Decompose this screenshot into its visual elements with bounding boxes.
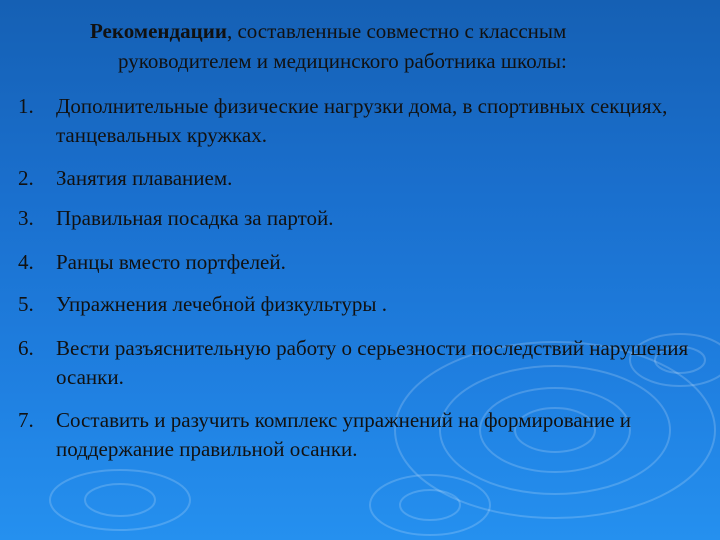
item-text: Дополнительные физические нагрузки дома, в спортивных секциях, танцевальных кружках. xyxy=(56,94,668,147)
item-number: 6. xyxy=(18,336,34,360)
list-item xyxy=(18,164,708,193)
list-item xyxy=(18,334,708,392)
item-number: 1. xyxy=(18,94,34,118)
item-text: Ранцы вместо портфелей. xyxy=(56,250,286,274)
item-number: 5. xyxy=(18,292,34,316)
item-text: Занятия плаванием. xyxy=(56,166,233,190)
title-second-line: руководителем и медицинского работника школы: xyxy=(118,49,567,73)
item-text: Вести разъяснительную работу о серьезности последствий нарушения осанки. xyxy=(56,336,689,389)
slide-title xyxy=(90,16,690,76)
item-number: 4. xyxy=(18,250,34,274)
item-text: Составить и разучить комплекс упражнений на формирование и поддержание правильной осанки. xyxy=(56,408,632,461)
item-text: Упражнения лечебной физкультуры . xyxy=(56,292,387,316)
item-number: 3. xyxy=(18,206,34,230)
title-text: , составленные совместно с классным xyxy=(226,19,567,43)
item-text: Правильная посадка за партой. xyxy=(56,206,334,230)
title-emphasis: Рекомендации xyxy=(90,19,227,43)
list-item xyxy=(18,406,708,464)
item-number: 7. xyxy=(18,408,34,432)
list-item xyxy=(18,92,708,150)
list-item xyxy=(18,248,708,277)
list-item xyxy=(18,204,708,233)
item-number: 2. xyxy=(18,166,34,190)
list-item xyxy=(18,290,708,319)
